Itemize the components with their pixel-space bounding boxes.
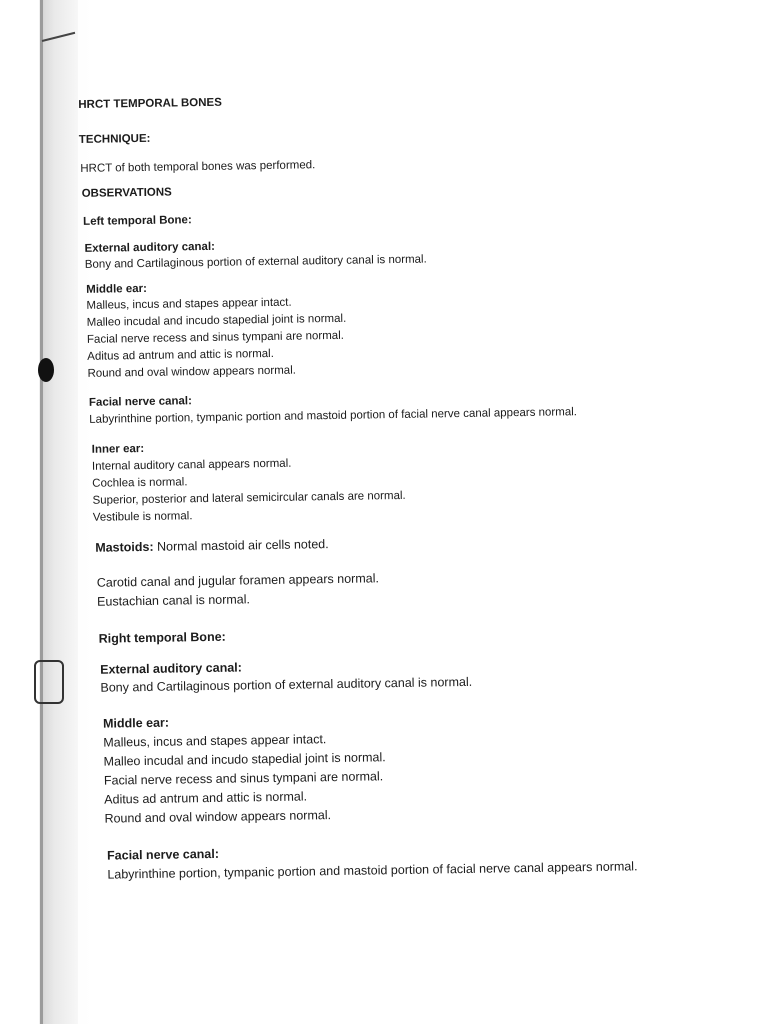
left-inner-line: Internal auditory canal appears normal. bbox=[91, 457, 292, 473]
left-facial-nerve-heading: Facial nerve canal: bbox=[88, 395, 192, 409]
right-middle-line: Facial nerve recess and sinus tympani are normal. bbox=[103, 769, 384, 788]
punch-hole bbox=[38, 358, 54, 382]
observations-heading: OBSERVATIONS bbox=[81, 186, 172, 200]
left-mastoids-line bbox=[95, 537, 329, 555]
technique-text: HRCT of both temporal bones was performed. bbox=[80, 159, 316, 175]
paper-edge bbox=[0, 0, 78, 1024]
left-facial-nerve-text: Labyrinthine portion, tympanic portion and mastoid portion of facial nerve canal appears normal. bbox=[89, 406, 578, 426]
right-bone-heading: Right temporal Bone: bbox=[98, 629, 226, 646]
left-middle-line: Malleus, incus and stapes appear intact. bbox=[86, 296, 292, 312]
left-middle-line: Facial nerve recess and sinus tympani are normal. bbox=[86, 329, 345, 346]
right-eac-heading: External auditory canal: bbox=[100, 660, 242, 677]
left-middle-line: Aditus ad antrum and attic is normal. bbox=[87, 347, 274, 363]
left-carotid-text: Carotid canal and jugular foramen appears normal. bbox=[96, 571, 379, 590]
left-mastoids-label: Mastoids: bbox=[95, 539, 154, 555]
left-eac-text: Bony and Cartilaginous portion of external auditory canal is normal. bbox=[84, 253, 427, 271]
right-middle-line: Malleus, incus and stapes appear intact. bbox=[103, 732, 327, 750]
right-facial-nerve-heading: Facial nerve canal: bbox=[106, 846, 220, 863]
left-bone-heading: Left temporal Bone: bbox=[83, 214, 192, 228]
right-middle-line: Malleo incudal and incudo stapedial joint is normal. bbox=[103, 750, 386, 769]
left-inner-line: Vestibule is normal. bbox=[92, 510, 193, 524]
report-body bbox=[76, 76, 716, 882]
right-middle-ear-heading: Middle ear: bbox=[102, 715, 170, 731]
right-middle-line: Round and oval window appears normal. bbox=[104, 808, 332, 826]
report-title: HRCT TEMPORAL BONES bbox=[78, 96, 222, 111]
binder-edge-line bbox=[40, 0, 43, 1024]
right-facial-nerve-text: Labyrinthine portion, tympanic portion and mastoid portion of facial nerve canal appears normal. bbox=[107, 859, 638, 882]
right-middle-line: Aditus ad antrum and attic is normal. bbox=[104, 789, 308, 807]
left-middle-ear-heading: Middle ear: bbox=[86, 282, 148, 296]
left-middle-line: Malleo incudal and incudo stapedial joint is normal. bbox=[86, 312, 347, 329]
left-mastoids-text: Normal mastoid air cells noted. bbox=[156, 537, 329, 554]
left-inner-ear-heading: Inner ear: bbox=[91, 442, 145, 456]
technique-heading: TECHNIQUE: bbox=[78, 132, 151, 146]
left-inner-line: Superior, posterior and lateral semicircular canals are normal. bbox=[92, 489, 406, 507]
left-eustachian-text: Eustachian canal is normal. bbox=[96, 592, 251, 609]
binder-clip bbox=[34, 660, 64, 704]
left-middle-line: Round and oval window appears normal. bbox=[87, 364, 296, 380]
left-inner-line: Cochlea is normal. bbox=[92, 476, 188, 490]
right-eac-text: Bony and Cartilaginous portion of external auditory canal is normal. bbox=[100, 674, 473, 695]
left-eac-heading: External auditory canal: bbox=[84, 240, 216, 255]
